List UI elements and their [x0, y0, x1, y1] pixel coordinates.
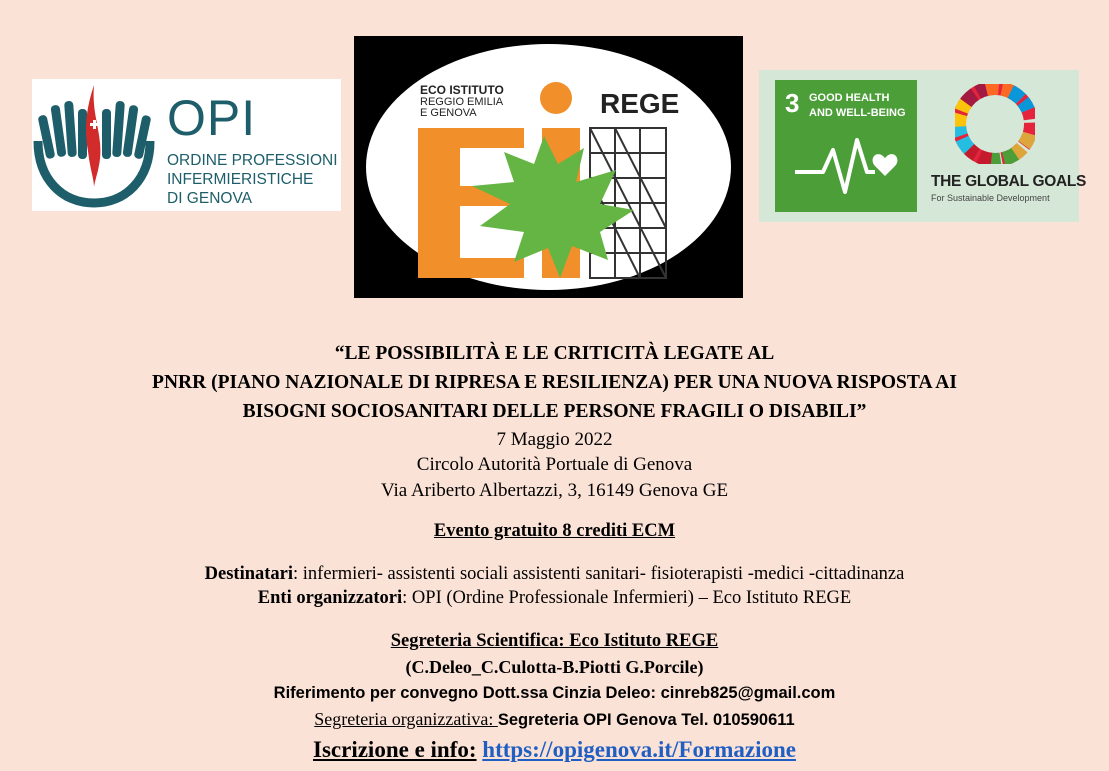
praying-hands-icon [32, 79, 157, 211]
event-title-line1: “LE POSSIBILITÀ E LE CRITICITÀ LEGATE AL [334, 343, 775, 364]
organizers-label: Enti organizzatori [257, 588, 403, 608]
organizing-secretariat-label: Segreteria organizzativa: [314, 709, 498, 729]
registration-link[interactable]: https://opigenova.it/Formazione [482, 737, 796, 762]
sdg3-tile [775, 80, 917, 212]
sdg-label-line1: GOOD HEALTH [809, 92, 890, 104]
sdg-wheel-icon [955, 84, 1035, 164]
event-title-line2: PNRR (PIANO NAZIONALE DI RIPRESA E RESILIENZA) PER UNA NUOVA RISPOSTA AI [152, 372, 957, 393]
opi-logo-line3: DI GENOVA [167, 190, 252, 207]
audience-label: Destinatari [204, 564, 294, 584]
scientific-secretariat: Segreteria Scientifica: Eco Istituto REGE [390, 631, 719, 651]
organizers-line [0, 589, 1109, 608]
event-venue: Circolo Autorità Portuale di Genova [416, 454, 693, 475]
eco-ei-leaf-icon [354, 36, 743, 298]
opi-logo [32, 79, 341, 211]
organizing-secretariat [0, 710, 1109, 729]
eco-istituto-logo [354, 36, 743, 298]
heartbeat-icon [775, 80, 917, 212]
organizers-value: : OPI (Ordine Professionale Infermieri) – Eco Istituto REGE [402, 588, 852, 608]
sdg-label-line2: AND WELL-BEING [809, 107, 906, 119]
organizing-secretariat-value: Segreteria OPI Genova Tel. 010590611 [497, 711, 795, 729]
opi-logo-line1: ORDINE PROFESSIONI [167, 152, 338, 169]
event-address: Via Ariberto Albertazzi, 3, 16149 Genova GE [380, 480, 729, 501]
opi-logo-line2: INFERMIERISTICHE [167, 171, 314, 188]
registration-line [0, 738, 1109, 761]
eco-logo-line2: REGGIO EMILIA [420, 96, 504, 108]
event-date: 7 Maggio 2022 [496, 429, 613, 450]
audience-line [0, 565, 1109, 584]
global-goals-logo [759, 70, 1087, 222]
eco-logo-line3: E GENOVA [420, 107, 477, 119]
global-goals-title: THE GLOBAL GOALS [931, 173, 1087, 190]
event-credits: Evento gratuito 8 crediti ECM [433, 521, 676, 541]
opi-logo-name: OPI [167, 90, 257, 146]
sdg-number: 3 [785, 88, 800, 118]
secretariat-names: (C.Deleo_C.Culotta-B.Piotti G.Porcile) [405, 657, 704, 677]
event-title-line3: BISOGNI SOCIOSANITARI DELLE PERSONE FRAGILI O DISABILI” [242, 401, 867, 422]
audience-value: : infermieri- assistenti sociali assistenti sanitari- fisioterapisti -medici -cittadinanza [293, 564, 905, 584]
global-goals-subtitle: For Sustainable Development [931, 193, 1050, 203]
registration-label: Iscrizione e info: [313, 737, 477, 762]
eco-logo-line1: ECO ISTITUTO [420, 83, 504, 97]
eco-logo-brand: REGE [600, 88, 680, 119]
conference-reference: Riferimento per convegno Dott.ssa Cinzia Deleo: cinreb825@gmail.com [273, 684, 836, 702]
